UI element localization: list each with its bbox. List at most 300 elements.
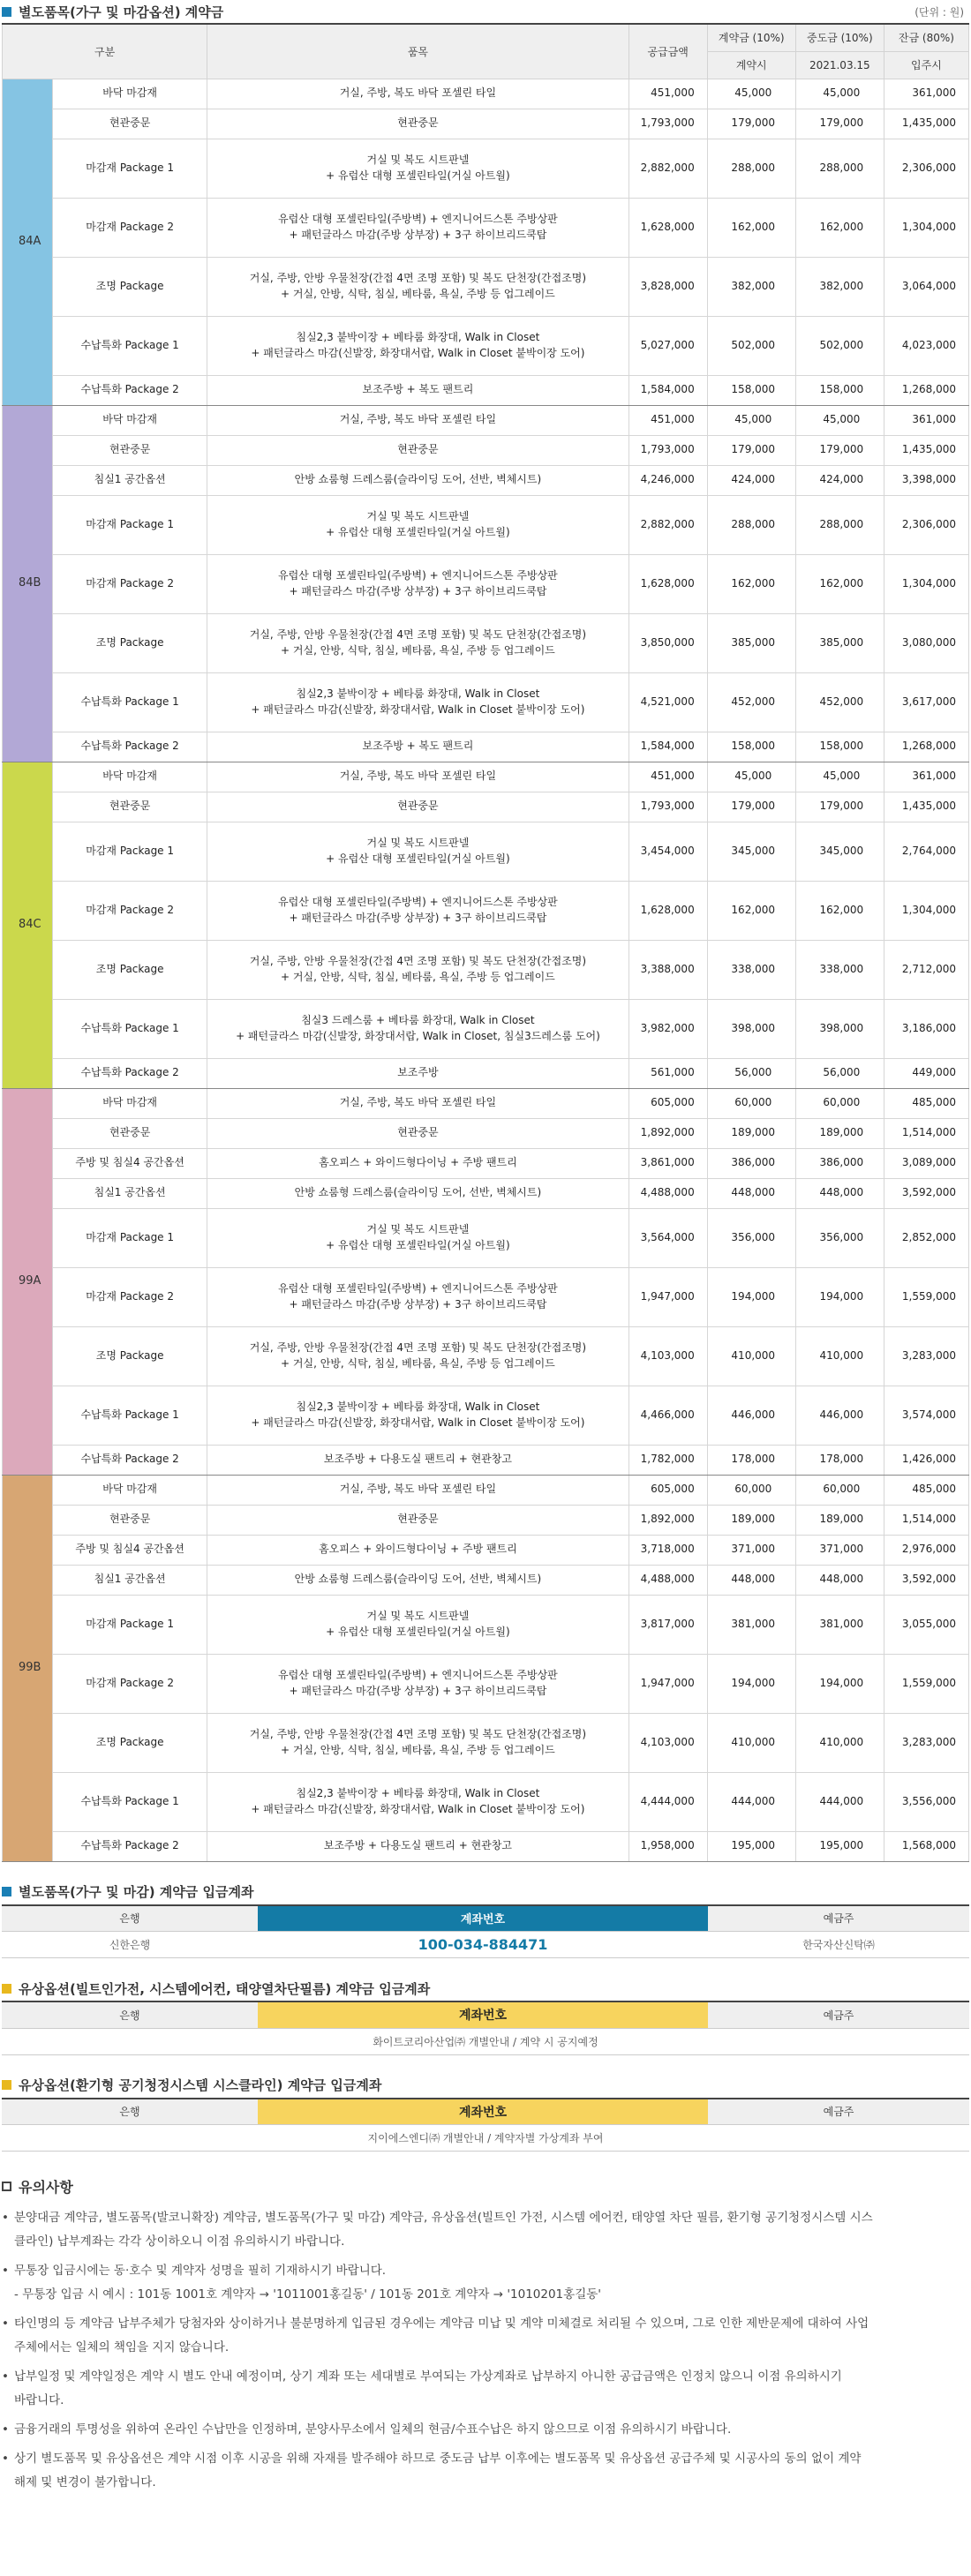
option-type: 현관중문 [53, 1505, 207, 1535]
option-item-line: 거실, 주방, 안방 우물천장(간접 4면 조명 포함) 및 복도 단천장(간접조명) [249, 955, 587, 968]
balance-amount: 1,304,000 [884, 881, 968, 940]
contract-amount: 398,000 [707, 999, 795, 1058]
table-row [3, 495, 969, 554]
contract-amount: 158,000 [707, 375, 795, 405]
option-type: 바닥 마감재 [53, 762, 207, 792]
option-item-line: 보조주방 + 복도 팬트리 [362, 383, 474, 396]
table-row [3, 822, 969, 881]
option-item [207, 257, 629, 316]
contract-amount: 371,000 [707, 1535, 795, 1565]
supply-amount: 1,793,000 [629, 435, 707, 465]
supply-amount: 1,793,000 [629, 792, 707, 822]
option-type: 현관중문 [53, 109, 207, 139]
balance-amount: 1,559,000 [884, 1267, 968, 1326]
middle-amount: 381,000 [795, 1595, 884, 1654]
option-type: 마감재 Package 2 [53, 554, 207, 613]
contract-amount: 194,000 [707, 1654, 795, 1713]
contract-amount: 446,000 [707, 1386, 795, 1445]
account3-title-text: 유상옵션(환기형 공기청정시스템 시스클라인) 계약금 입금계좌 [19, 2077, 382, 2093]
balance-amount: 1,514,000 [884, 1505, 968, 1535]
option-item-line: + 유럽산 대형 포셀린타일(거실 아트월) [326, 525, 510, 538]
option-item-line: + 패턴글라스 마감(주방 상부장) + 3구 하이브리드쿡탑 [289, 1297, 547, 1311]
note-line: 해제 및 변경이 불가합니다. [14, 2475, 156, 2490]
option-type: 수납특화 Package 2 [53, 375, 207, 405]
square-bullet-icon [2, 1984, 11, 1994]
table-row [3, 1208, 969, 1267]
contract-amount: 56,000 [707, 1058, 795, 1088]
option-item-line: + 유럽산 대형 포셀린타일(거실 아트월) [326, 1625, 510, 1638]
balance-amount: 361,000 [884, 405, 968, 435]
balance-amount: 2,852,000 [884, 1208, 968, 1267]
note-line: • 금융거래의 투명성을 위하여 온라인 수납만을 인정하며, 분양사무소에서 일체의 현금/수표수납은 하지 않으므로 이점 유의하시기 바랍니다. [14, 2422, 732, 2437]
note-line: • 분양대금 계약금, 별도품목(발코니확장) 계약금, 별도품목(가구 및 마감) 계약금, 유상옵션(빌트인 가전, 시스템 에어컨, 태양열 차단 필름, 환기형 공기청정시스템 시스 [14, 2211, 873, 2225]
option-type: 주방 및 침실4 공간옵션 [53, 1148, 207, 1178]
balance-amount: 2,976,000 [884, 1535, 968, 1565]
table-row [3, 762, 969, 792]
account2-holder-header: 예금주 [708, 2001, 969, 2028]
option-item-line: 거실 및 복도 시트판넬 [366, 154, 470, 167]
middle-amount: 288,000 [795, 495, 884, 554]
account1-bank-header: 은행 [2, 1905, 258, 1932]
account2-title [2, 1976, 969, 2001]
option-item-line: 보조주방 [397, 1066, 439, 1079]
middle-amount: 158,000 [795, 375, 884, 405]
supply-amount: 605,000 [629, 1088, 707, 1118]
group-label: 84B [3, 405, 53, 762]
option-item [207, 198, 629, 257]
account2-account-header: 계좌번호 [258, 2001, 708, 2028]
contract-amount: 444,000 [707, 1772, 795, 1831]
option-type: 수납특화 Package 1 [53, 999, 207, 1058]
supply-amount: 3,861,000 [629, 1148, 707, 1178]
middle-amount: 195,000 [795, 1831, 884, 1861]
account1-holder-header: 예금주 [708, 1905, 969, 1932]
table-row [3, 375, 969, 405]
balance-amount: 3,283,000 [884, 1326, 968, 1386]
option-item [207, 1565, 629, 1595]
option-type: 마감재 Package 2 [53, 198, 207, 257]
account1-holder: 한국자산신탁㈜ [708, 1932, 969, 1958]
balance-amount: 4,023,000 [884, 316, 968, 375]
table-row [3, 435, 969, 465]
middle-amount: 410,000 [795, 1326, 884, 1386]
middle-amount: 60,000 [795, 1475, 884, 1505]
table-row [3, 1445, 969, 1475]
option-item-line: + 패턴글라스 마감(신발장, 화장대서랍, Walk in Closet 붙박이장 도어) [251, 702, 585, 716]
middle-amount: 448,000 [795, 1565, 884, 1595]
option-item [207, 554, 629, 613]
table-row [3, 79, 969, 109]
table-row [3, 554, 969, 613]
supply-amount: 3,817,000 [629, 1595, 707, 1654]
group-label: 84A [3, 79, 53, 405]
option-item [207, 1831, 629, 1861]
middle-amount: 162,000 [795, 554, 884, 613]
table-row [3, 1148, 969, 1178]
col-type: 구분 [3, 24, 207, 79]
table-row [3, 1505, 969, 1535]
square-bullet-icon [2, 2080, 11, 2090]
option-item [207, 1386, 629, 1445]
middle-amount: 371,000 [795, 1535, 884, 1565]
square-bullet-icon [2, 7, 11, 17]
option-item-line: + 거실, 안방, 식탁, 침실, 베타룸, 욕실, 주방 등 업그레이드 [281, 1743, 555, 1756]
option-item [207, 1654, 629, 1713]
group-84c [3, 762, 969, 1088]
contract-amount: 356,000 [707, 1208, 795, 1267]
middle-amount: 179,000 [795, 435, 884, 465]
option-item-line: 거실, 주방, 안방 우물천장(간접 4면 조명 포함) 및 복도 단천장(간접조명) [249, 1341, 587, 1355]
unit-label: (단위 : 원) [915, 5, 964, 19]
middle-amount: 502,000 [795, 316, 884, 375]
table-row [3, 109, 969, 139]
table-row [3, 1178, 969, 1208]
option-item [207, 1088, 629, 1118]
contract-amount: 448,000 [707, 1178, 795, 1208]
balance-amount: 3,283,000 [884, 1713, 968, 1772]
supply-amount: 1,584,000 [629, 732, 707, 762]
option-type: 수납특화 Package 2 [53, 1058, 207, 1088]
option-type: 수납특화 Package 2 [53, 1445, 207, 1475]
section-title-text: 별도품목(가구 및 마감옵션) 계약금 [19, 4, 224, 20]
middle-amount: 194,000 [795, 1267, 884, 1326]
option-type: 침실1 공간옵션 [53, 465, 207, 495]
note-item [2, 2447, 969, 2495]
option-item-line: + 거실, 안방, 식탁, 침실, 베타룸, 욕실, 주방 등 업그레이드 [281, 1356, 555, 1370]
contract-amount: 179,000 [707, 792, 795, 822]
col-middle: 중도금 (10%) [795, 24, 884, 51]
balance-amount: 3,398,000 [884, 465, 968, 495]
supply-amount: 1,947,000 [629, 1654, 707, 1713]
table-row [3, 999, 969, 1058]
option-item [207, 1713, 629, 1772]
contract-amount: 452,000 [707, 672, 795, 732]
table-row [3, 1772, 969, 1831]
option-item-line: + 거실, 안방, 식탁, 침실, 베타룸, 욕실, 주방 등 업그레이드 [281, 970, 555, 983]
option-item [207, 613, 629, 672]
option-item-line: 유럽산 대형 포셀린타일(주방벽) + 엔지니어드스톤 주방상판 [278, 213, 558, 226]
middle-amount: 60,000 [795, 1088, 884, 1118]
supply-amount: 3,564,000 [629, 1208, 707, 1267]
balance-amount: 3,592,000 [884, 1178, 968, 1208]
option-type: 조명 Package [53, 1713, 207, 1772]
account3-bank-header: 은행 [2, 2099, 258, 2125]
supply-amount: 451,000 [629, 405, 707, 435]
middle-amount: 424,000 [795, 465, 884, 495]
option-type: 바닥 마감재 [53, 1475, 207, 1505]
note-item [2, 2259, 969, 2307]
account2-note: 화이트코리아산업㈜ 개별안내 / 계약 시 공지예정 [2, 2028, 969, 2054]
contract-amount: 288,000 [707, 495, 795, 554]
supply-amount: 1,958,000 [629, 1831, 707, 1861]
option-item-line: 보조주방 + 다용도실 팬트리 + 현관창고 [323, 1839, 512, 1852]
option-item-line: 거실 및 복도 시트판넬 [366, 1610, 470, 1623]
contract-amount: 385,000 [707, 613, 795, 672]
account1-account-header: 계좌번호 [258, 1905, 708, 1932]
account3-title [2, 2073, 969, 2098]
supply-amount: 3,982,000 [629, 999, 707, 1058]
contract-amount: 158,000 [707, 732, 795, 762]
option-item-line: 현관중문 [397, 1513, 439, 1526]
balance-amount: 3,080,000 [884, 613, 968, 672]
note-item [2, 2206, 969, 2254]
option-item [207, 1178, 629, 1208]
option-item-line: + 패턴글라스 마감(주방 상부장) + 3구 하이브리드쿡탑 [289, 584, 547, 597]
option-item-line: 침실2,3 붙박이장 + 베타룸 화장대, Walk in Closet [296, 1787, 540, 1800]
option-item-line: 침실2,3 붙박이장 + 베타룸 화장대, Walk in Closet [296, 331, 540, 344]
option-item [207, 1148, 629, 1178]
supply-amount: 3,388,000 [629, 940, 707, 999]
balance-amount: 3,574,000 [884, 1386, 968, 1445]
middle-amount: 410,000 [795, 1713, 884, 1772]
option-type: 바닥 마감재 [53, 405, 207, 435]
option-item [207, 495, 629, 554]
option-item-line: 거실, 주방, 안방 우물천장(간접 4면 조명 포함) 및 복도 단천장(간접조명) [249, 628, 587, 642]
group-label: 84C [3, 762, 53, 1088]
option-type: 수납특화 Package 1 [53, 316, 207, 375]
col-supply: 공급금액 [629, 24, 707, 79]
col-contract: 계약금 (10%) [707, 24, 795, 51]
option-item [207, 1118, 629, 1148]
table-row [3, 881, 969, 940]
group-99b [3, 1475, 969, 1861]
note-item [2, 2365, 969, 2413]
table-row [3, 1654, 969, 1713]
option-item-line: 현관중문 [397, 443, 439, 456]
middle-amount: 189,000 [795, 1118, 884, 1148]
middle-amount: 179,000 [795, 792, 884, 822]
account3-holder-header: 예금주 [708, 2099, 969, 2125]
notes-title-text: 유의사항 [19, 2178, 73, 2196]
supply-amount: 5,027,000 [629, 316, 707, 375]
square-outline-icon [2, 2182, 11, 2191]
balance-amount: 1,435,000 [884, 109, 968, 139]
balance-amount: 3,617,000 [884, 672, 968, 732]
middle-amount: 338,000 [795, 940, 884, 999]
balance-amount: 1,426,000 [884, 1445, 968, 1475]
note-item [2, 2418, 969, 2442]
option-item [207, 139, 629, 198]
contract-amount: 179,000 [707, 435, 795, 465]
table-row [3, 1267, 969, 1326]
option-item-line: 유럽산 대형 포셀린타일(주방벽) + 엔지니어드스톤 주방상판 [278, 1282, 558, 1296]
contract-amount: 194,000 [707, 1267, 795, 1326]
option-item [207, 1535, 629, 1565]
supply-amount: 1,947,000 [629, 1267, 707, 1326]
balance-amount: 1,568,000 [884, 1831, 968, 1861]
option-item [207, 822, 629, 881]
supply-amount: 1,892,000 [629, 1118, 707, 1148]
option-item-line: 보조주방 + 다용도실 팬트리 + 현관창고 [323, 1453, 512, 1466]
option-item-line: 거실, 주방, 안방 우물천장(간접 4면 조명 포함) 및 복도 단천장(간접조명) [249, 1728, 587, 1741]
supply-amount: 2,882,000 [629, 495, 707, 554]
supply-amount: 451,000 [629, 79, 707, 109]
notes-title [2, 2173, 969, 2199]
option-item-line: 유럽산 대형 포셀린타일(주방벽) + 엔지니어드스톤 주방상판 [278, 1669, 558, 1682]
middle-amount: 56,000 [795, 1058, 884, 1088]
option-item [207, 79, 629, 109]
balance-amount: 449,000 [884, 1058, 968, 1088]
table-row [3, 1058, 969, 1088]
option-item [207, 999, 629, 1058]
balance-amount: 1,268,000 [884, 732, 968, 762]
option-item [207, 1058, 629, 1088]
option-item-line: 유럽산 대형 포셀린타일(주방벽) + 엔지니어드스톤 주방상판 [278, 569, 558, 582]
table-row [3, 405, 969, 435]
table-row [3, 198, 969, 257]
supply-amount: 4,521,000 [629, 672, 707, 732]
note-line: 클라인) 납부계좌는 각각 상이하오니 이점 유의하시기 바랍니다. [14, 2234, 345, 2249]
contract-amount: 60,000 [707, 1088, 795, 1118]
table-row [3, 1386, 969, 1445]
notes-list [2, 2206, 969, 2495]
table-row [3, 1535, 969, 1565]
option-type: 마감재 Package 2 [53, 881, 207, 940]
supply-amount: 1,793,000 [629, 109, 707, 139]
balance-amount: 1,304,000 [884, 554, 968, 613]
contract-amount: 162,000 [707, 554, 795, 613]
option-item [207, 435, 629, 465]
supply-amount: 2,882,000 [629, 139, 707, 198]
option-item [207, 1208, 629, 1267]
table-row [3, 613, 969, 672]
option-type: 조명 Package [53, 1326, 207, 1386]
group-label: 99A [3, 1088, 53, 1475]
note-line: • 무통장 입금시에는 동·호수 및 계약자 성명을 필히 기재하시기 바랍니다. [14, 2264, 387, 2278]
balance-amount: 2,764,000 [884, 822, 968, 881]
option-item [207, 1475, 629, 1505]
option-item [207, 762, 629, 792]
contract-amount: 178,000 [707, 1445, 795, 1475]
account1-number: 100-034-884471 [258, 1932, 708, 1958]
option-item-line: + 패턴글라스 마감(신발장, 화장대서랍, Walk in Closet, 침실3드레스룸 도어) [236, 1029, 600, 1042]
option-item [207, 405, 629, 435]
contract-amount: 448,000 [707, 1565, 795, 1595]
account1-table [2, 1904, 969, 1959]
table-row [3, 139, 969, 198]
option-type: 현관중문 [53, 435, 207, 465]
middle-amount: 189,000 [795, 1505, 884, 1535]
balance-amount: 1,559,000 [884, 1654, 968, 1713]
option-item-line: 홈오피스 + 와이드형다이닝 + 주방 팬트리 [319, 1156, 517, 1169]
table-row [3, 1475, 969, 1505]
option-header [2, 0, 969, 23]
contract-amount: 60,000 [707, 1475, 795, 1505]
option-type: 수납특화 Package 1 [53, 672, 207, 732]
supply-amount: 1,782,000 [629, 1445, 707, 1475]
option-item-line: 거실 및 복도 시트판넬 [366, 510, 470, 523]
account2-table [2, 2001, 969, 2055]
option-type: 마감재 Package 1 [53, 822, 207, 881]
col-item: 품목 [207, 24, 629, 79]
contract-amount: 45,000 [707, 405, 795, 435]
option-item-line: 현관중문 [397, 116, 439, 130]
supply-amount: 1,628,000 [629, 198, 707, 257]
group-84b [3, 405, 969, 762]
option-item-line: 보조주방 + 복도 팬트리 [362, 740, 474, 753]
account3-table [2, 2098, 969, 2152]
option-item-line: 현관중문 [397, 800, 439, 813]
supply-amount: 4,103,000 [629, 1713, 707, 1772]
option-item-line: 거실, 주방, 복도 바닥 포셀린 타일 [339, 770, 497, 783]
balance-amount: 361,000 [884, 79, 968, 109]
contract-amount: 381,000 [707, 1595, 795, 1654]
contract-amount: 45,000 [707, 79, 795, 109]
table-row [3, 257, 969, 316]
option-item-line: + 유럽산 대형 포셀린타일(거실 아트월) [326, 169, 510, 182]
balance-amount: 361,000 [884, 762, 968, 792]
option-item-line: + 거실, 안방, 식탁, 침실, 베타룸, 욕실, 주방 등 업그레이드 [281, 643, 555, 657]
supply-amount: 4,103,000 [629, 1326, 707, 1386]
balance-amount: 2,712,000 [884, 940, 968, 999]
group-84a [3, 79, 969, 405]
contract-amount: 410,000 [707, 1326, 795, 1386]
supply-amount: 1,584,000 [629, 375, 707, 405]
option-item [207, 1505, 629, 1535]
middle-amount: 288,000 [795, 139, 884, 198]
middle-amount: 452,000 [795, 672, 884, 732]
balance-amount: 3,592,000 [884, 1565, 968, 1595]
account1-title-text: 별도품목(가구 및 마감) 계약금 입금계좌 [19, 1884, 254, 1900]
option-item-line: 거실, 주방, 복도 바닥 포셀린 타일 [339, 413, 497, 426]
middle-amount: 45,000 [795, 762, 884, 792]
option-price-table [2, 23, 969, 1862]
balance-amount: 3,064,000 [884, 257, 968, 316]
contract-amount: 189,000 [707, 1505, 795, 1535]
supply-amount: 3,718,000 [629, 1535, 707, 1565]
contract-amount: 179,000 [707, 109, 795, 139]
balance-amount: 2,306,000 [884, 495, 968, 554]
supply-amount: 3,850,000 [629, 613, 707, 672]
account2-bank-header: 은행 [2, 2001, 258, 2028]
supply-amount: 4,466,000 [629, 1386, 707, 1445]
square-bullet-icon [2, 1887, 11, 1896]
option-item-line: + 패턴글라스 마감(신발장, 화장대서랍, Walk in Closet 붙박이장 도어) [251, 1802, 585, 1815]
note-line: • 타인명의 등 계약금 납부주체가 당첨자와 상이하거나 불분명하게 입금된 경우에는 계약금 미납 및 계약 미체결로 처리될 수 있으며, 그로 인한 제반문제에 대하여 사업 [14, 2317, 869, 2331]
middle-amount: 448,000 [795, 1178, 884, 1208]
option-item-line: + 패턴글라스 마감(주방 상부장) + 3구 하이브리드쿡탑 [289, 228, 547, 241]
option-item-line: 침실2,3 붙박이장 + 베타룸 화장대, Walk in Closet [296, 1401, 540, 1414]
group-99a [3, 1088, 969, 1475]
option-item-line: 현관중문 [397, 1126, 439, 1139]
supply-amount: 605,000 [629, 1475, 707, 1505]
supply-amount: 4,444,000 [629, 1772, 707, 1831]
option-item-line: + 패턴글라스 마감(주방 상부장) + 3구 하이브리드쿡탑 [289, 911, 547, 924]
option-type: 마감재 Package 1 [53, 1208, 207, 1267]
balance-amount: 1,435,000 [884, 435, 968, 465]
contract-amount: 502,000 [707, 316, 795, 375]
option-type: 바닥 마감재 [53, 1088, 207, 1118]
table-row [3, 1088, 969, 1118]
table-row [3, 465, 969, 495]
table-row [3, 732, 969, 762]
option-type: 바닥 마감재 [53, 79, 207, 109]
supply-amount: 4,488,000 [629, 1178, 707, 1208]
option-item-line: 거실, 주방, 복도 바닥 포셀린 타일 [339, 1096, 497, 1109]
account1-bank: 신한은행 [2, 1932, 258, 1958]
option-item-line: + 패턴글라스 마감(주방 상부장) + 3구 하이브리드쿡탑 [289, 1684, 547, 1697]
option-item-line: 거실, 주방, 복도 바닥 포셀린 타일 [339, 1483, 497, 1496]
account1-title [2, 1880, 969, 1904]
option-type: 수납특화 Package 1 [53, 1772, 207, 1831]
supply-amount: 4,246,000 [629, 465, 707, 495]
balance-amount: 3,186,000 [884, 999, 968, 1058]
option-item [207, 1445, 629, 1475]
option-item [207, 1595, 629, 1654]
option-type: 조명 Package [53, 940, 207, 999]
option-item [207, 881, 629, 940]
supply-amount: 3,828,000 [629, 257, 707, 316]
